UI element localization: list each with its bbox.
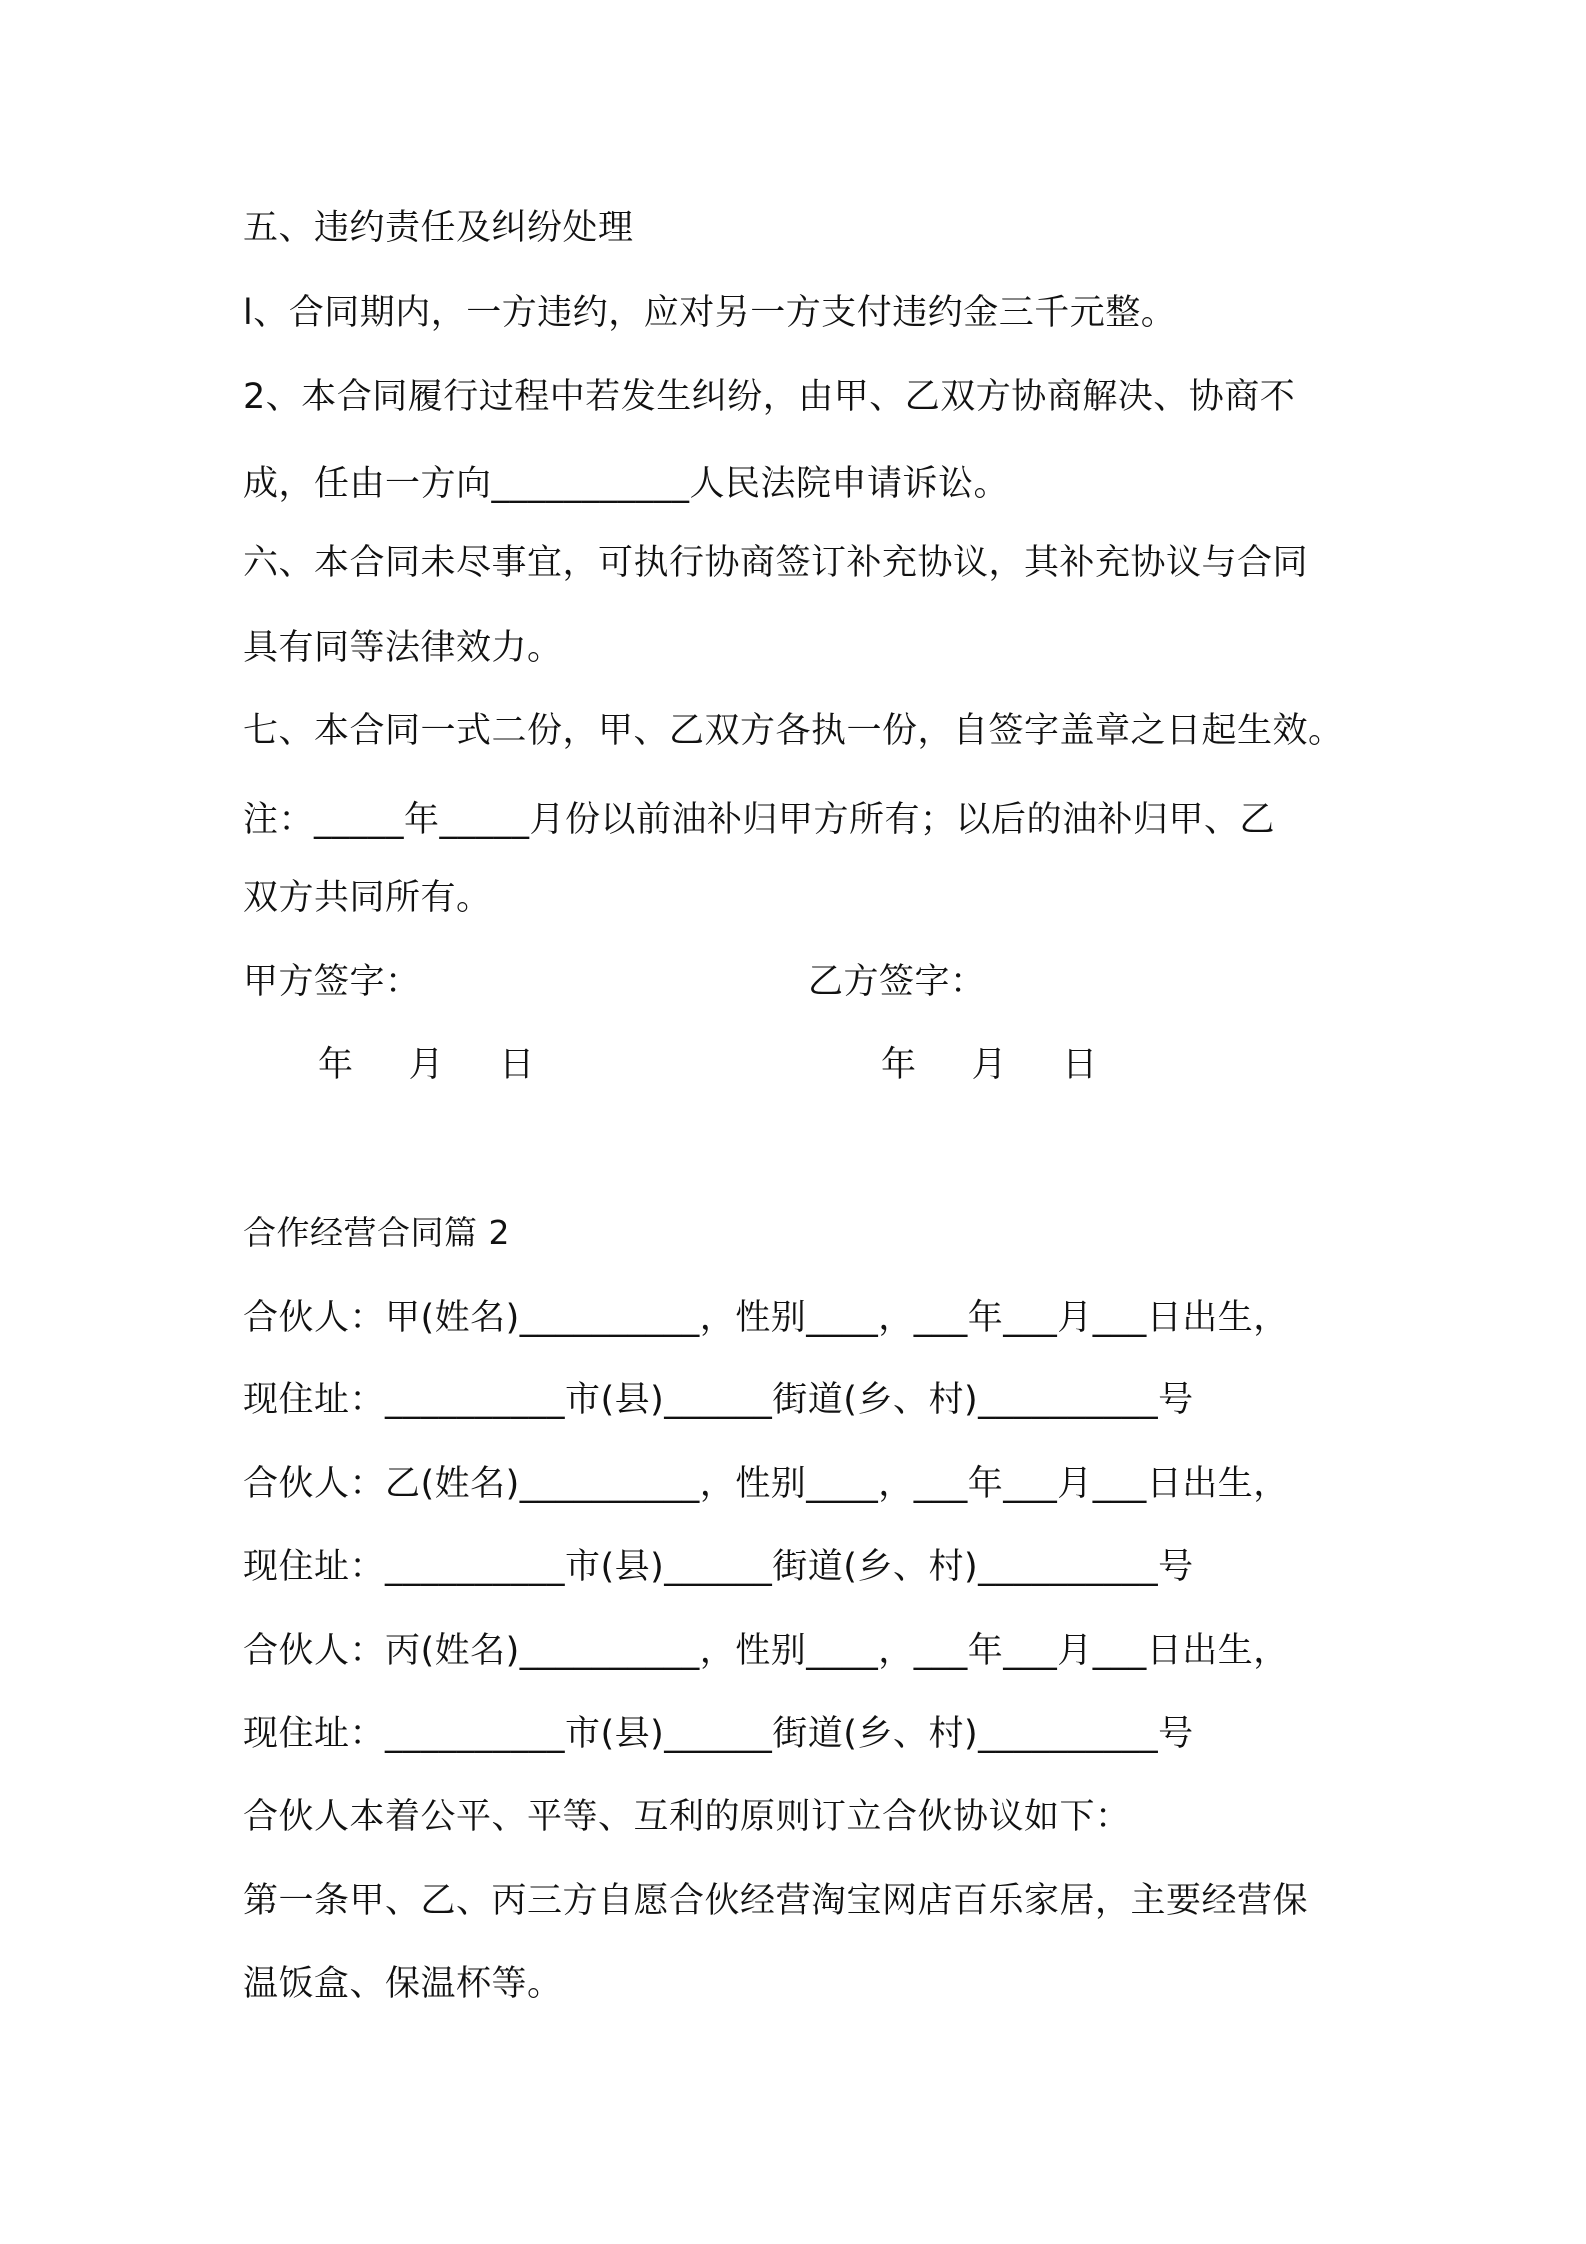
section5-item2-line2: 成，任由一方向___________人民法院申请诉讼。 xyxy=(243,464,1010,504)
section5-item1: l、合同期内，一方违约，应对另一方支付违约金三千元整。 xyxy=(243,293,1177,333)
article1-line1: 第一条甲、乙、丙三方自愿合伙经营淘宝网店百乐家居，主要经营保 xyxy=(243,1881,1309,1921)
partner-b-address: 现住址：__________市(县)______街道(乡、村)__________号 xyxy=(243,1547,1194,1587)
partner-c-address: 现住址：__________市(县)______街道(乡、村)__________号 xyxy=(243,1714,1194,1754)
article1-line2: 温饭盒、保温杯等。 xyxy=(243,1964,563,2004)
partner-b-line: 合伙人：乙(姓名)__________，性别____，___年___月___日出生， xyxy=(243,1464,1289,1504)
section5-item2-line1: 2、本合同履行过程中若发生纠纷，由甲、乙双方协商解决、协商不 xyxy=(243,377,1296,417)
party-a-signature-label: 甲方签字： xyxy=(243,962,421,1002)
note-line2: 双方共同所有。 xyxy=(243,878,492,918)
note-line1: 注：_____年_____月份以前油补归甲方所有；以后的油补归甲、乙 xyxy=(243,800,1276,840)
section7-line1: 七、本合同一式二份，甲、乙双方各执一份，自签字盖章之日起生效。 xyxy=(243,711,1344,751)
partner-a-address: 现住址：__________市(县)______街道(乡、村)__________号 xyxy=(243,1380,1194,1420)
contract2-title: 合作经营合同篇 2 xyxy=(243,1213,510,1252)
partner-a-line: 合伙人：甲(姓名)__________，性别____，___年___月___日出生， xyxy=(243,1298,1289,1338)
section6-line1: 六、本合同未尽事宜，可执行协商签订补充协议，其补充协议与合同 xyxy=(243,543,1309,583)
party-b-signature-label: 乙方签字： xyxy=(808,962,986,1002)
party-b-date: 年 月 日 xyxy=(881,1045,1098,1085)
section5-title: 五、违约责任及纠纷处理 xyxy=(243,208,634,248)
party-a-date: 年 月 日 xyxy=(318,1045,535,1085)
partner-c-line: 合伙人：丙(姓名)__________，性别____，___年___月___日出生， xyxy=(243,1631,1289,1671)
section6-line2: 具有同等法律效力。 xyxy=(243,628,563,668)
agreement-intro: 合伙人本着公平、平等、互利的原则订立合伙协议如下： xyxy=(243,1797,1131,1837)
